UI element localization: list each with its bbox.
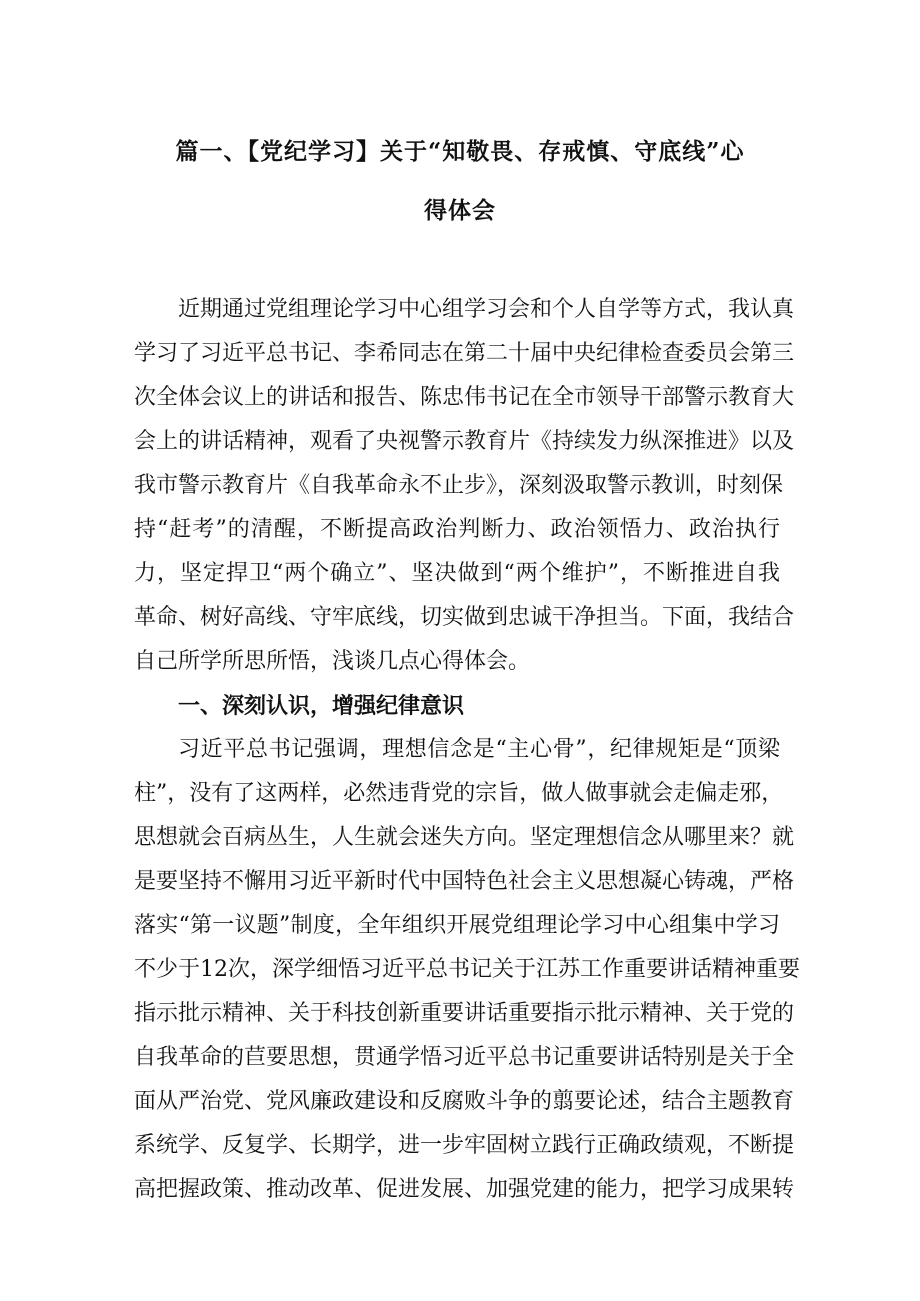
paragraph-1-line: 革命、树好高线、守牢底线，切实做到忠诚干净担当。下面，我结合	[134, 605, 795, 630]
paragraph-1-line: 我市警示教育片《自我革命永不止步》，深刻汲取警示教训，时刻保	[134, 473, 784, 498]
paragraph-1-line: 自己所学所思所悟，浅谈几点心得体会。	[134, 649, 531, 674]
paragraph-1-line: 会上的讲话精神，观看了央视警示教育片《持续发力纵深推进》以及	[134, 429, 795, 454]
paragraph-2-line: 是要坚持不懈用习近平新时代中国特色社会主义思想凝心铸魂，严格	[134, 869, 795, 894]
paragraph-2-line: 不少于12次，深学细悟习近平总书记关于江苏工作重要讲话精神重要	[134, 957, 800, 982]
paragraph-1-line: 力，坚定捍卫“两个确立”、坚决做到“两个维护”，不断推进自我	[134, 561, 780, 586]
paragraph-2-line: 系统学、反复学、长期学，进一步牢固树立践行正确政绩观，不断提	[134, 1133, 795, 1158]
paragraph-2-line: 高把握政策、推动改革、促进发展、加强党建的能力，把学习成果转	[134, 1177, 795, 1202]
paragraph-2-line: 柱”，没有了这两样，必然违背党的宗旨，做人做事就会走偏走邪，	[134, 781, 784, 806]
paragraph-1-line: 次全体会议上的讲话和报告、陈忠伟书记在全市领导干部警示教育大	[134, 385, 795, 410]
paragraph-2-line: 自我革命的苣要思想，贯通学悟习近平总书记重要讲话特别是关于全	[134, 1045, 795, 1070]
paragraph-2-line: 落实“第一议题”制度，全年组织开展党组理论学习中心组集中学习	[134, 913, 780, 938]
document-title-line-2: 得体会	[424, 197, 496, 224]
section-heading: 一、深刻认识，增强纪律意识	[178, 693, 465, 719]
paragraph-2-line: 思想就会百病丛生，人生就会迷失方向。坚定理想信念从哪里来？就	[134, 825, 795, 850]
paragraph-1-line: 学习了习近平总书记、李希同志在第二十届中央纪律检查委员会第三	[134, 341, 795, 366]
paragraph-2-line: 面从严治党、党风廉政建设和反腐败斗争的翦要论述，结合主题教育	[134, 1089, 795, 1114]
paragraph-1-line: 持“赶考”的清醒，不断提高政治判断力、政治领悟力、政治执行	[134, 517, 780, 542]
paragraph-2-line: 习近平总书记强调，理想信念是“主心骨”，纪律规矩是“顶梁	[178, 737, 780, 762]
paragraph-1-line: 近期通过党组理论学习中心组学习会和个人自学等方式，我认真	[178, 297, 795, 322]
document-title-line-1: 篇一、【党纪学习】关于“知敬畏、存戒慎、守底线”心	[175, 138, 745, 165]
paragraph-2-line: 指示批示精神、关于科技创新重要讲话重要指示批示精神、关于党的	[134, 1001, 795, 1026]
